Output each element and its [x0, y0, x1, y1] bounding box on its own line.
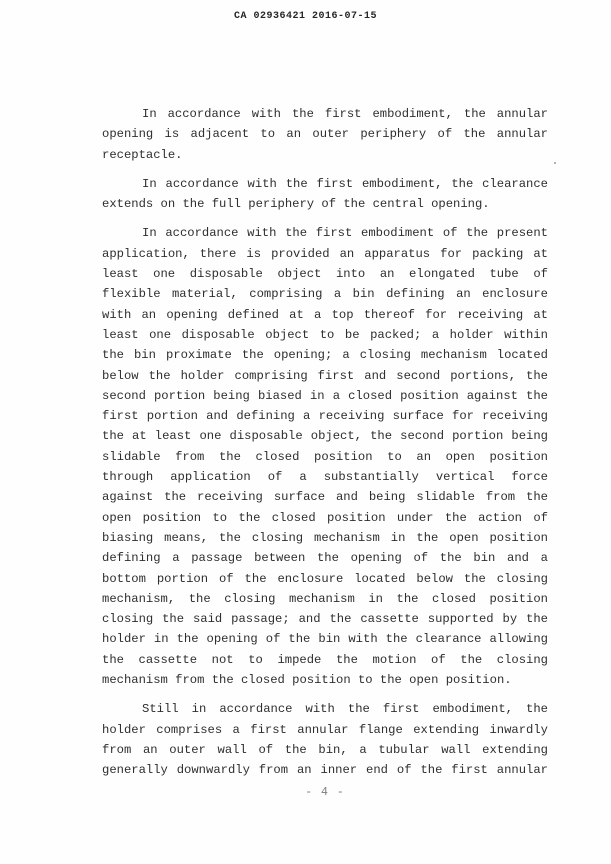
text-line: with an opening defined at a top thereof for receiving at [102, 307, 548, 322]
text-line: least one disposable object into an elongated tube of [102, 267, 548, 282]
text-line: open position to the closed position under the action of [102, 510, 548, 525]
text-line: In accordance with the first embodiment of the present [142, 226, 548, 241]
text-line: In accordance with the first embodiment, the annular [142, 107, 548, 121]
text-line: receptacle. [102, 147, 183, 162]
paragraph [102, 699, 548, 780]
paragraph [102, 223, 548, 690]
text-line: least one disposable object to be packed; a holder within [102, 327, 548, 342]
document-header: CA 02936421 2016-07-15 [233, 11, 378, 22]
text-line: extends on the full periphery of the central opening. [102, 197, 490, 212]
text-line: closing the said passage; and the cassette supported by the [102, 612, 548, 627]
document-body [102, 104, 548, 781]
paragraph [102, 104, 548, 165]
page-number: - 4 - [305, 786, 345, 799]
text-line: Still in accordance with the first embodiment, the [142, 702, 548, 717]
text-line: from an outer wall of the bin, a tubular wall extending [102, 742, 548, 757]
text-line: against the receiving surface and being slidable from the [102, 490, 548, 505]
text-line: holder in the opening of the bin with the clearance allowing [102, 632, 548, 647]
text-line: first portion and defining a receiving surface for receiving [102, 409, 548, 424]
text-line: below the holder comprising first and second portions, the [102, 368, 548, 383]
text-line: bottom portion of the enclosure located below the closing [102, 571, 548, 586]
text-line: defining a passage between the opening of the bin and a [102, 551, 548, 566]
scan-speck [554, 162, 556, 164]
text-line: mechanism from the closed position to the open position. [102, 673, 512, 688]
text-line: application, there is provided an apparatus for packing at [102, 246, 548, 261]
text-line: the bin proximate the opening; a closing mechanism located [102, 348, 548, 363]
text-line: opening is adjacent to an outer periphery of the annular [102, 127, 548, 142]
text-line: holder comprises a first annular flange extending inwardly [102, 722, 548, 737]
text-line: the at least one disposable object, the second portion being [102, 429, 548, 444]
paragraph [102, 174, 548, 215]
text-line: mechanism, the closing mechanism in the closed position [102, 591, 548, 606]
text-line: biasing means, the closing mechanism in the open position [102, 530, 548, 545]
text-line: generally downwardly from an inner end of the first annular [102, 763, 548, 778]
text-line: slidable from the closed position to an open position [102, 449, 548, 464]
text-line: In accordance with the first embodiment, the clearance [142, 176, 548, 191]
text-line: second portion being biased in a closed position against the [102, 388, 548, 403]
text-line: the cassette not to impede the motion of the closing [102, 652, 548, 667]
text-line: through application of a substantially vertical force [102, 470, 548, 485]
text-line: flexible material, comprising a bin defining an enclosure [102, 287, 548, 302]
